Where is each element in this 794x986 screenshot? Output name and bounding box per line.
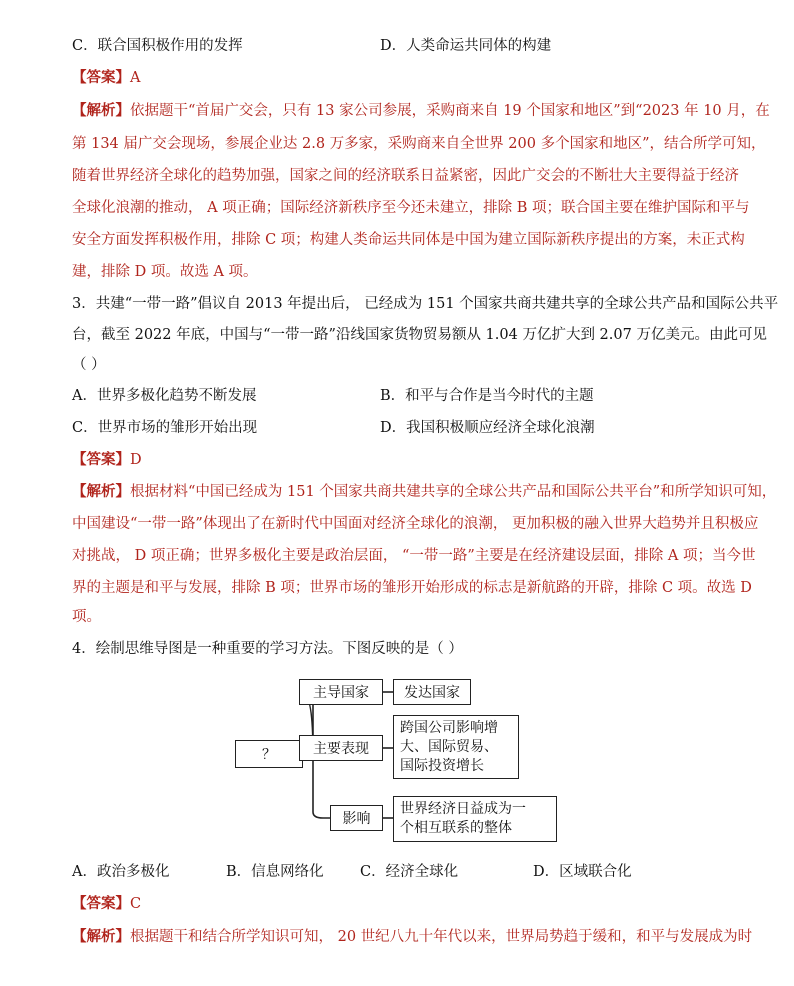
q3-option-d: D．我国积极顺应经济全球化浪潮 <box>380 420 595 436</box>
q2-analysis-line-3: 随着世界经济全球化的趋势加强，国家之间的经济联系日益紧密，因此广交会的不断壮大主要得益于经济 <box>72 168 739 184</box>
q4-option-d: D．区域联合化 <box>533 864 632 880</box>
analysis-label: 【解析】 <box>72 102 130 119</box>
branch-node-influence: 影响 <box>330 805 383 831</box>
q2-option-d: D．人类命运共同体的构建 <box>380 38 552 54</box>
answer-value: C <box>130 896 142 912</box>
analysis-text: 依据题干“首届广交会，只有 13 家公司参展，采购商来自 19 个国家和地区”到“2023 年 10 月，在 <box>130 103 770 119</box>
branch-node-leading-countries: 主导国家 <box>299 679 383 705</box>
q3-analysis-line-1 <box>72 482 776 502</box>
answer-label: 【答案】 <box>72 451 130 468</box>
q3-stem-line-2: 台，截至 2022 年底，中国与“一带一路”沿线国家货物贸易额从 1.04 万亿扩大到 2.07 万亿美元。由此可见 <box>72 327 767 343</box>
analysis-text: 根据题干和结合所学知识可知， 20 世纪八九十年代以来，世界局势趋于缓和，和平与发展成为时 <box>130 929 753 945</box>
answer-value: D <box>130 452 142 468</box>
leaf-node-developed-countries: 发达国家 <box>393 679 471 705</box>
q2-analysis-line-2: 第 134 届广交会现场，参展企业达 2.8 万多家，采购商来自全世界 200 多个国家和地区”，结合所学可知， <box>72 136 766 152</box>
q2-option-c: C．联合国积极作用的发挥 <box>72 38 243 54</box>
q3-option-c: C．世界市场的雏形开始出现 <box>72 420 258 436</box>
q2-analysis-line-1 <box>72 101 770 121</box>
q3-answer <box>72 450 142 470</box>
q2-analysis-line-4: 全球化浪潮的推动， A 项正确；国际经济新秩序至今还未建立，排除 B 项；联合国主要在维护国际和平与 <box>72 200 750 216</box>
q4-analysis-line-1 <box>72 927 752 947</box>
answer-value: A <box>130 70 141 86</box>
q4-option-a: A．政治多极化 <box>72 864 170 880</box>
q3-analysis-line-5: 项。 <box>72 609 101 625</box>
q4-option-c: C．经济全球化 <box>360 864 459 880</box>
q2-analysis-line-6: 建，排除 D 项。故选 A 项。 <box>72 264 258 280</box>
leaf-node-influence-detail: 世界经济日益成为一 个相互联系的整体 <box>393 796 557 842</box>
leaf-node-manifestations-detail: 跨国公司影响增 大、国际贸易、 国际投资增长 <box>393 715 519 779</box>
q2-analysis-line-5: 安全方面发挥积极作用，排除 C 项；构建人类命运共同体是中国为建立国际新秩序提出的方案，未正式构 <box>72 232 745 248</box>
answer-label: 【答案】 <box>72 895 130 912</box>
root-node: ？ <box>235 740 303 768</box>
branch-node-main-manifestations: 主要表现 <box>299 735 383 761</box>
q3-stem-line-3: （ ） <box>72 357 106 373</box>
analysis-label: 【解析】 <box>72 483 130 500</box>
q4-option-b: B．信息网络化 <box>226 864 324 880</box>
q3-analysis-line-3: 对挑战， D 项正确；世界多极化主要是政治层面， “一带一路”主要是在经济建设层面，排除 A 项；当今世 <box>72 548 756 564</box>
q3-stem-line-1: 3．共建“一带一路”倡议自 2013 年提出后， 已经成为 151 个国家共商共建共享的全球公共产品和国际公共平 <box>72 296 779 312</box>
q4-answer <box>72 894 141 914</box>
q3-analysis-line-4: 界的主题是和平与发展，排除 B 项；世界市场的雏形开始形成的标志是新航路的开辟，排除 C 项。故选 D <box>72 580 752 596</box>
mind-map-diagram <box>235 676 575 844</box>
analysis-text: 根据材料“中国已经成为 151 个国家共商共建共享的全球公共产品和国际公共平台”和所学知识可知， <box>130 484 777 500</box>
trunk-bottom <box>313 754 330 818</box>
answer-label: 【答案】 <box>72 69 130 86</box>
q3-analysis-line-2: 中国建设“一带一路”体现出了在新时代中国面对经济全球化的浪潮， 更加积极的融入世界大趋势并且积极应 <box>72 516 759 532</box>
q3-option-a: A．世界多极化趋势不断发展 <box>72 388 257 404</box>
q4-stem: 4．绘制思维导图是一种重要的学习方法。下图反映的是（ ） <box>72 641 463 657</box>
q3-option-b: B．和平与合作是当今时代的主题 <box>380 388 594 404</box>
analysis-label: 【解析】 <box>72 928 130 945</box>
q2-answer <box>72 68 140 88</box>
